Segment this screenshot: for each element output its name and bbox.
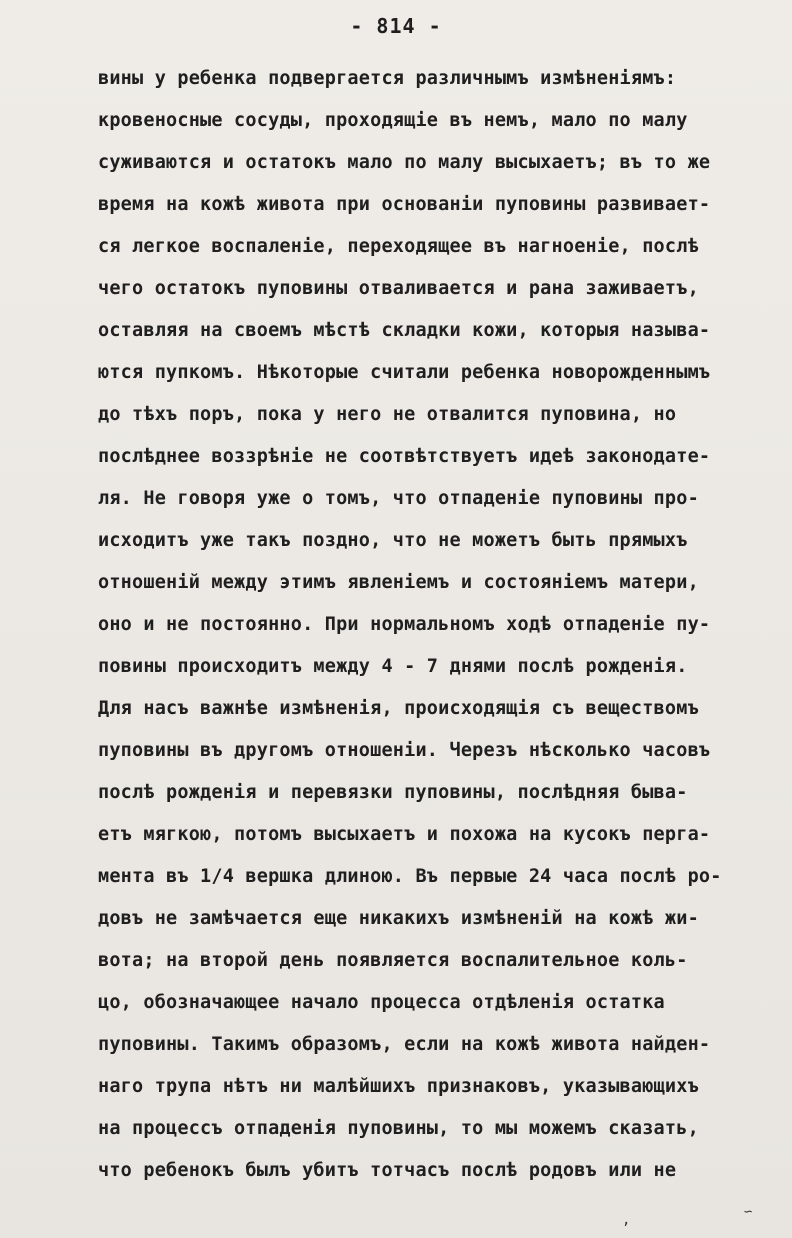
text-line: на процессъ отпаденiя пуповины, то мы можемъ сказать, (98, 1118, 699, 1139)
text-line: исходитъ уже такъ поздно, что не можетъ быть прямыхъ (98, 530, 688, 551)
text-line: до тѣхъ поръ, пока у него не отвалится пуповина, но (98, 404, 677, 425)
text-line: послѣ рожденiя и перевязки пуповины, послѣдняя быва- (98, 782, 688, 803)
text-line: что ребенокъ былъ убитъ тотчасъ послѣ родовъ или не (98, 1160, 677, 1181)
text-line: мента въ 1/4 вершка длиною. Въ первые 24 часа послѣ ро- (98, 866, 722, 887)
text-line: довъ не замѣчается еще никакихъ измѣненiй на кожѣ жи- (98, 908, 699, 929)
text-line: Для насъ важнѣе измѣненiя, происходящiя съ веществомъ (98, 698, 699, 719)
text-line: пуповины. Такимъ образомъ, если на кожѣ живота найден- (98, 1034, 711, 1055)
text-line: наго трупа нѣтъ ни малѣйшихъ признаковъ, указывающихъ (98, 1076, 699, 1097)
text-line: чего остатокъ пуповины отваливается и рана заживаетъ, (98, 278, 699, 299)
text-line: етъ мягкою, потомъ высыхаетъ и похожа на кусокъ перга- (98, 824, 711, 845)
ink-dot: , (622, 1212, 631, 1228)
text-line: оно и не постоянно. При нормальномъ ходѣ отпаденiе пу- (98, 614, 711, 635)
text-line: ся легкое воспаленiе, переходящее въ нагноенiе, послѣ (98, 236, 699, 257)
text-line: время на кожѣ живота при основанiи пуповины развивает- (98, 194, 711, 215)
text-body (98, 58, 788, 1192)
text-line: пуповины въ другомъ отношенiи. Черезъ нѣсколько часовъ (98, 740, 711, 761)
text-line: отношенiй между этимъ явленiемъ и состоянiемъ матери, (98, 572, 699, 593)
page-number: - 814 - (350, 14, 442, 38)
text-line: кровеносные сосуды, проходящiе въ немъ, мало по малу (98, 110, 688, 131)
text-line: ются пупкомъ. Нѣкоторые считали ребенка новорожденнымъ (98, 362, 711, 383)
ink-mark: ∽ (744, 1204, 753, 1220)
text-line: вота; на второй день появляется воспалительное коль- (98, 950, 688, 971)
text-line: вины у ребенка подвергается различнымъ измѣненiямъ: (98, 68, 677, 89)
text-line: цо, обозначающее начало процесса отдѣленiя остатка (98, 992, 665, 1013)
text-line: оставляя на своемъ мѣстѣ складки кожи, которыя называ- (98, 320, 711, 341)
text-line: суживаются и остатокъ мало по малу высыхаетъ; въ то же (98, 152, 711, 173)
text-line: повины происходитъ между 4 - 7 днями послѣ рожденiя. (98, 656, 688, 677)
text-line: послѣднее воззрѣнiе не соотвѣтствуетъ идеѣ законодате- (98, 446, 711, 467)
text-line: ля. Не говоря уже о томъ, что отпаденiе пуповины про- (98, 488, 699, 509)
